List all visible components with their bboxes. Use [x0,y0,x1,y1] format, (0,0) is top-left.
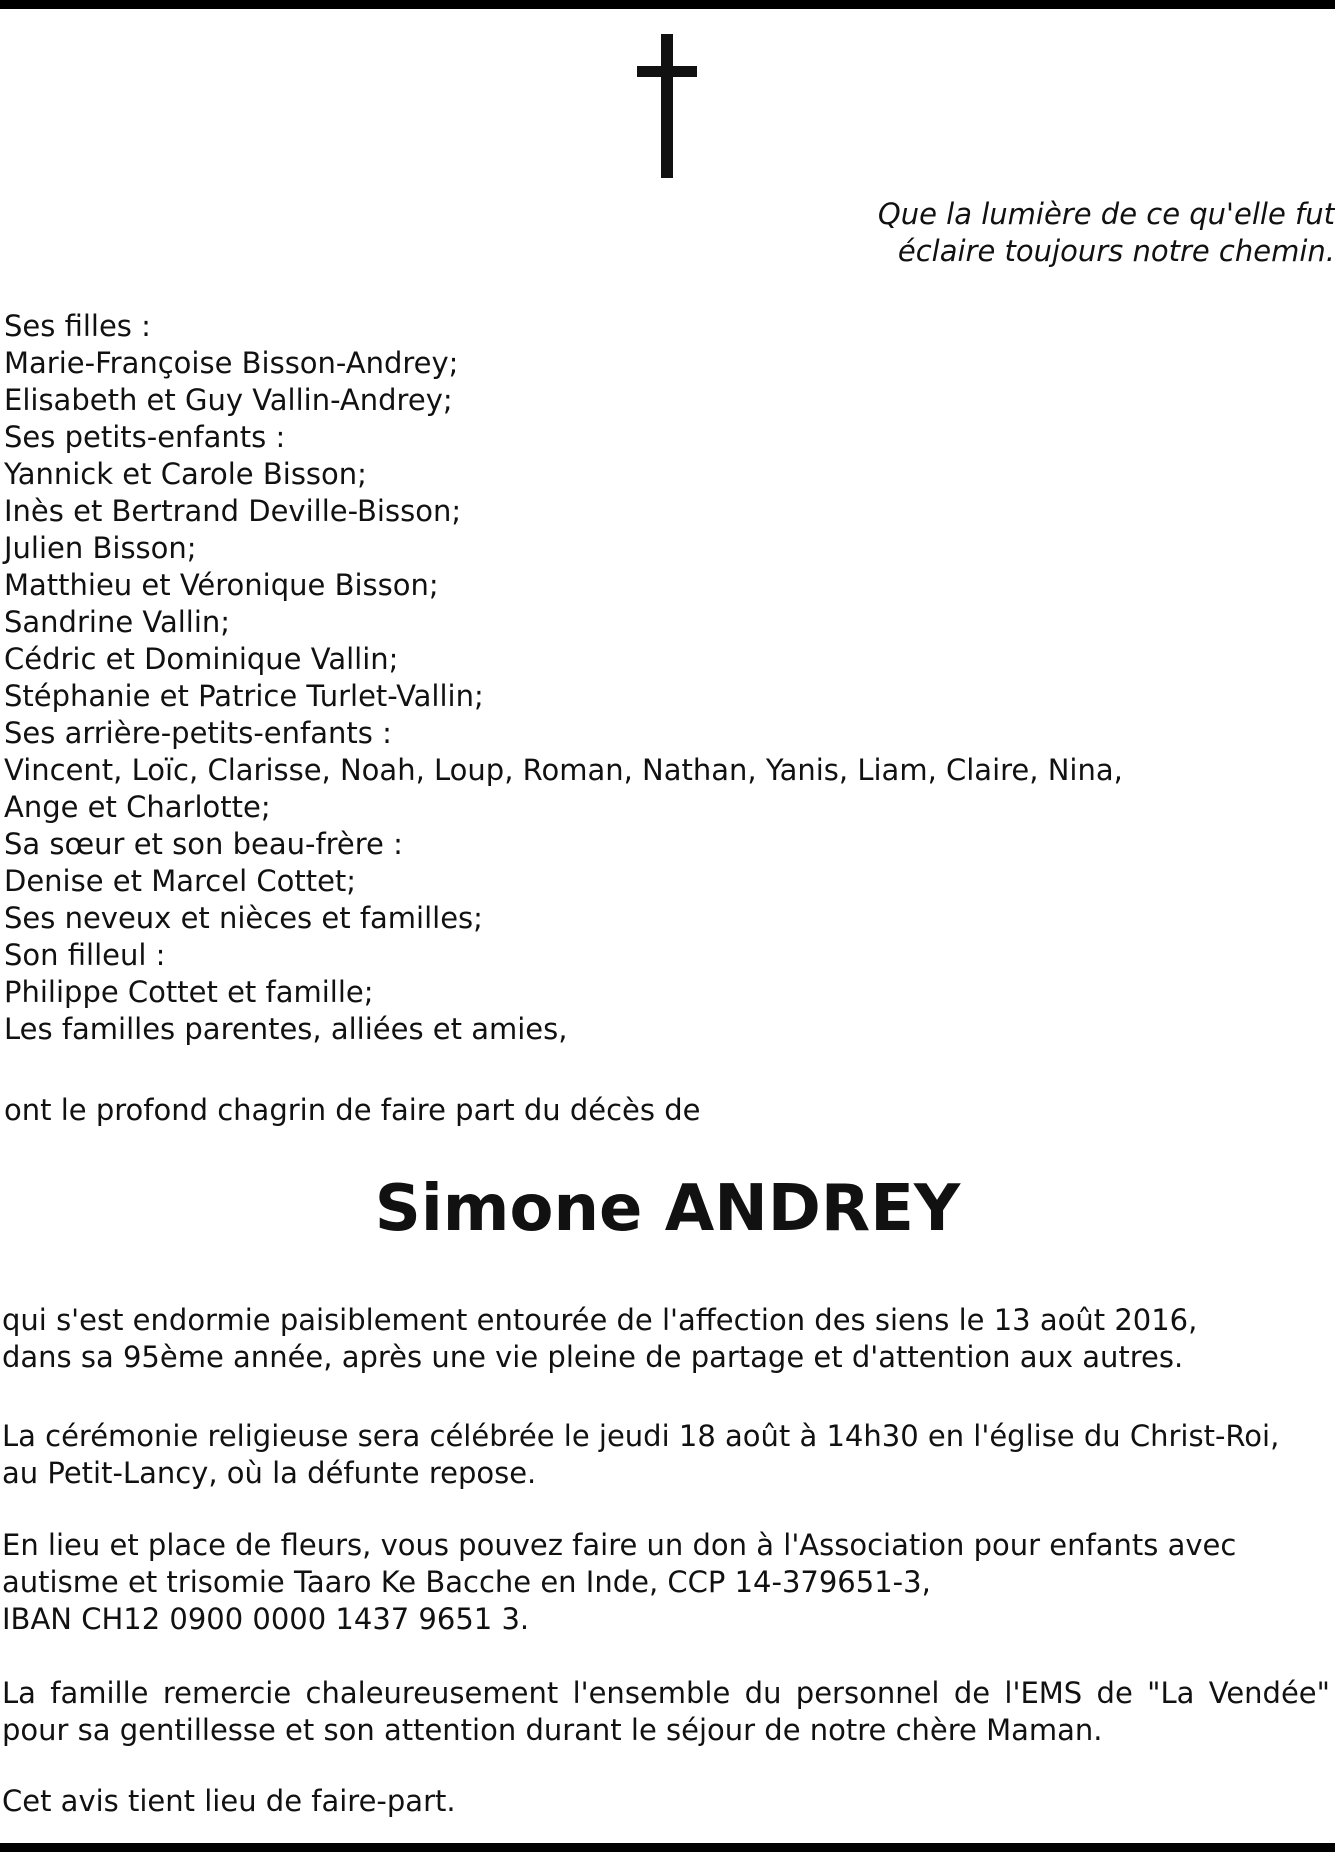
paragraph-line: qui s'est endormie paisiblement entourée de l'affection des siens le 13 août 2016, [2,1303,1198,1337]
family-line: Les familles parentes, alliées et amies, [4,1012,568,1046]
bottom-border-rule [0,1843,1335,1852]
family-line: Vincent, Loïc, Clarisse, Noah, Loup, Roman, Nathan, Yanis, Liam, Claire, Nina, [4,753,1123,787]
epigraph-quote [635,196,1335,270]
family-line: Philippe Cottet et famille; [4,975,374,1009]
epigraph-line: éclaire toujours notre chemin. [897,234,1335,268]
family-line: Ses neveux et nièces et familles; [4,901,483,935]
donation-paragraph [2,1527,1330,1638]
family-line: Ses arrière-petits-enfants : [4,716,392,750]
family-line: Sa sœur et son beau-frère : [4,827,403,861]
family-line: Yannick et Carole Bisson; [4,457,367,491]
family-line: Elisabeth et Guy Vallin-Andrey; [4,383,453,417]
family-line: Stéphanie et Patrice Turlet-Vallin; [4,679,484,713]
family-line: Ses petits-enfants : [4,420,286,454]
cross-icon [637,34,697,178]
ceremony-paragraph [2,1418,1330,1492]
paragraph-line: autisme et trisomie Taaro Ke Bacche en Inde, CCP 14-379651-3, [2,1565,931,1599]
thanks-paragraph: La famille remercie chaleureusement l'ensemble du personnel de l'EMS de "La Vendée" pour sa gentillesse et son attention durant le séjour de notre chère Maman. [2,1676,1330,1747]
family-line: Sandrine Vallin; [4,605,231,639]
paragraph-line: au Petit-Lancy, où la défunte repose. [2,1456,537,1490]
family-line: Matthieu et Véronique Bisson; [4,568,439,602]
family-line: Son filleul : [4,938,166,972]
family-line: Ses filles : [4,309,151,343]
family-line: Marie-Françoise Bisson-Andrey; [4,346,459,380]
family-line: Ange et Charlotte; [4,790,271,824]
family-mourners-list [4,308,1324,1048]
announcement-intro: ont le profond chagrin de faire part du décès de [4,1093,701,1127]
paragraph-line: IBAN CH12 0900 0000 1437 9651 3. [2,1602,530,1636]
paragraph-line: La cérémonie religieuse sera célébrée le jeudi 18 août à 14h30 en l'église du Christ-Roi, [2,1419,1280,1453]
epigraph-line: Que la lumière de ce qu'elle fut [877,197,1335,231]
family-line: Denise et Marcel Cottet; [4,864,357,898]
family-line: Julien Bisson; [4,531,197,565]
top-border-rule [0,0,1335,9]
paragraph-line: En lieu et place de fleurs, vous pouvez faire un don à l'Association pour enfants avec [2,1528,1237,1562]
deceased-name: Simone ANDREY [374,1172,961,1246]
family-line: Cédric et Dominique Vallin; [4,642,399,676]
family-line: Inès et Bertrand Deville-Bisson; [4,494,462,528]
passing-details-paragraph [2,1302,1330,1376]
paragraph-line: dans sa 95ème année, après une vie pleine de partage et d'attention aux autres. [2,1340,1184,1374]
closing-note: Cet avis tient lieu de faire-part. [2,1784,456,1818]
